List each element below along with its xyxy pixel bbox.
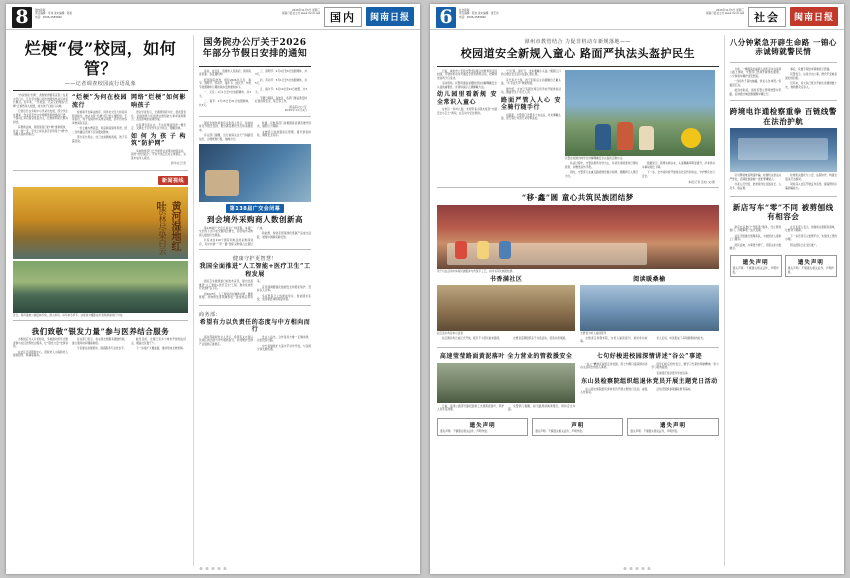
- business-kicker: 商务部：: [199, 311, 222, 318]
- right-column-divider: [724, 35, 725, 566]
- mid-feature-title: “移·鑫”圆 童心共筑民族团结梦: [521, 193, 634, 203]
- rail-notices: [730, 255, 837, 277]
- bottom-stories: [437, 353, 719, 414]
- r-meta-line-3: 电话：0596-2589890: [459, 15, 486, 19]
- mid-feature-photo: [437, 205, 719, 269]
- left-column-divider: [193, 35, 194, 566]
- photo-feature-tag: 新闻视线: [158, 176, 188, 185]
- rail-head-3: 新店写车“零”不同 被剪刨线有相容会: [732, 203, 834, 222]
- notice-5: [785, 255, 837, 277]
- r-meta-line-2: 责任编辑：陈岩 美术编辑：黄艺伟: [459, 12, 499, 16]
- notice-4: [730, 255, 782, 277]
- rail-body-1: 日前，一辆载着危重病人的私家车在高速公路上求助，交警部门迅速开辟绿色通道，八分钟将车辆护送至医院。 “当时孩子高烧抽搐，我们心急如焚。”家属回忆说。 接到求助后，值班民警立即驾驶警车带路，沿途通过喊话器提醒车辆让行。 事后，家属专程送来锦旗表示感谢。 民警表示，这是分内之事，群众平安就是最好的回报。 近年来，该大队已累计开辟生命通道数十次，救助群众百余人。: [729, 67, 837, 96]
- left-bottom-headline: 我们致敬“银发力量”参与医养结合服务: [31, 326, 170, 336]
- card-2-caption: 志愿者为老人诵读报刊: [580, 332, 607, 336]
- rail-head-2: 跨境电诈通检察重拳 百链线警在法治护航: [729, 107, 837, 126]
- photo-feature: [13, 176, 188, 317]
- notice-4-title: 遗失声明: [742, 260, 769, 266]
- bottom-story-2-title: 七句好梭进校园深情讲述“谷公”事迹: [596, 353, 703, 361]
- right-rail: [730, 35, 837, 566]
- health-headline: 我国全面推进“人工智能+医疗卫生”工程发展: [199, 263, 311, 278]
- notice-3: [627, 418, 718, 437]
- expo-tag: 第138届广交会闭幕: [226, 204, 284, 213]
- notice-date: 2025年11月4日: [284, 108, 307, 112]
- left-lead-column: [13, 35, 188, 566]
- bottom-story-1-title: 高速莹莹路面黄泥落叶 全力营业的管救援安全: [439, 353, 573, 361]
- rail-head-1: 八分钟紧急开辟生命路 一锦心赤诚铸就警民情: [729, 38, 837, 57]
- rail-photo: [730, 128, 837, 172]
- notice-3-title: 遗失声明: [659, 422, 686, 429]
- left-filler-text: 国家发展改革委有关负责人表示，将持续优化节假日安排，更好满足群众出行和消费需求。 有关部门提醒，出行前请关注天气和路况信息，合理规划行程，错峰出行。 铁路、民航等部门将根据客流情况增开班次，做好运力保障。 文旅部门将加强景区管理，提升游客体验，确保安全有序。: [199, 121, 311, 141]
- holiday-notice-body: 各省、自治区、直辖市人民政府，国务院各部委、各直属机构： 经国务院批准，现将2026年元旦、春节、清明节、劳动节、端午节、国庆节、中秋节放假调休日期的具体安排通知如下。 一、元旦：1月1日至3日放假调休，共3天。 二、春节：2月15日至21日放假调休，共7天。 三、清明节：4月4日至6日放假调休，共3天。 四、劳动节：5月1日至5日放假调休，共5天。 五、端午节：6月19日至21日放假，共3天。 节假日期间，各地区、各部门要妥善安排好值班和安全、保卫等工作。 国务院办公厅 2025年11月4日: [199, 69, 307, 112]
- right-lead-body-2: “红灯停、绿灯行，坐车要戴小头盔。”朗朗上口的儿歌让安全意识在童心里扎根。 家长李女士说，孩子回家后主动提醒自己戴头盔，“小手拉大手”效果明显。 据介绍，全市已有超过两百所学校开展类似活动，覆盖学生十余万人次。 路面严管入人心 安全骑行随手行 在路面，交警部门设置多个执法点，对未佩戴头盔、逆行等行为进行劝导和查处。: [501, 69, 561, 121]
- right-lead-photos: [565, 70, 715, 184]
- expo-body: 第138届广交会日前在广州闭幕。本届广交会线下出口成交额同比增长，到会境外采购商人数创历史新高。 共有来自219个国家和地区的采购商到会，其中共建“一带一路”国家采购商占比超过六成。 新能源、智能家居等绿色低碳产品成交活跃，展现中国制造新优势。: [199, 226, 311, 246]
- right-subhead-1: 幼儿园里看新规 安全常识入童心: [437, 91, 497, 106]
- expo-headline: 到会境外采购商人数创新高: [207, 215, 303, 225]
- left-lead-headline: 烂梗“侵”校园，如何管？: [24, 39, 177, 78]
- business-body: 商务部新闻发言人表示，希望有关方面以负责任的态度与中方相向而行，共同维护全球产业链供应链稳定。 发言人指出，合作是双方唯一正确选择，对抗没有出路。 中方将继续扩大高水平对外开放，与各国分享发展机遇。: [199, 335, 311, 352]
- mid-feature-caption: 孩子们在活动中体验民族服饰与传统手工艺，共同书写民族团结情。: [437, 269, 515, 273]
- bottom-story-2: 七句好梭进校园深情讲述“谷公”事迹 “谷公”精神宣讲团走进校园，用七句顺口溜深情讲述谷文昌同志的感人事迹。 同学们听后纷纷表示，要学习先辈的奉献精神，努力学习报效祖国。 宣讲团还将赴更多学校巡讲。 东山县检察院组织组退休党员开展主题党日活动 东山县检察院组织退休党员开展主题党日活动，重温入党誓词。 活动还组织参观廉政教育基地。: [580, 353, 719, 395]
- right-paper-logo: 闽南日报: [790, 7, 838, 26]
- bottom-story-1: 高速莹莹路面黄泥落叶 全力营业的管救援安全 日前，高速公路部分路段因施工出现黄泥落叶，养护人员连夜清理。 交警部门提醒，雨天路滑请减速慢行，保持安全车距。: [437, 353, 576, 412]
- two-cards: [437, 276, 719, 344]
- health-kicker: 健康守护更智慧！: [232, 256, 277, 263]
- notice-5-title: 遗失声明: [797, 260, 824, 266]
- left-masthead-date: [130, 7, 324, 16]
- rail-body-3: 新店社区推行“零距离”服务，设立便民窗口，办理事项一站式受理。 社区还组建志愿服务队，为独居老人提供上门服务。 居民反映，办事更方便了，邻里关系也更融洽。 社区负责人表示，将继续完善服务清单，让群众少跑腿。 下一步还将引入智慧平台，实现线上预约办理。 相关经验已在全区推广。: [729, 225, 837, 251]
- right-main-column: [437, 35, 719, 566]
- right-lead-byline: 本报记者 张晗 文/图: [688, 180, 715, 185]
- r-site-line: 闽南日报社主办 www.mnrb.net: [706, 12, 744, 16]
- rail-body-2: 针对跨境电信网络诈骗，检察机关依法从严惩处，近期批准逮捕一批犯罪嫌疑人。 办案人员介绍，此类案件往往链条长、人员多、取证难。 检察机关强化与公安、法院协作，构建全链条打击格局。 同时深入社区开展反诈宣传，提高群众识骗防骗能力。: [729, 174, 837, 190]
- right-topline: 漳州市教管结合 力促非机动车新规落地——: [524, 39, 632, 45]
- left-section-name: 国内: [324, 7, 362, 27]
- notice-org: 国务院办公厅: [288, 104, 307, 109]
- r-meta-line-1: 社会新闻: [459, 9, 470, 12]
- business-headline: 希望有力以负责任的态度与中方相向而行: [199, 318, 311, 334]
- left-page-dots: [200, 567, 227, 570]
- right-folio: 6: [436, 7, 456, 28]
- left-lead-subhead: ——记者调查校园流行语乱象: [64, 81, 137, 87]
- right-lead-body-3: 执法过程中，交警以教育劝导为主，对初次违规者进行现场教育，并赠送宣传手册。 同时，交警部门在重点路段增设提示标牌，提醒骑行人规范出行。 数据显示，新规实施以来，头盔佩戴率明显提升，涉非机动车事故同比下降。 下一步，全市将持续开展常态化宣传和执法，守护群众出行安全。: [565, 162, 715, 178]
- date-line: 2025年11月5日 星期三: [292, 9, 320, 12]
- lead-body-col-3: 网络“烂梗”如何影响孩子 语言学者表示，长期使用碎片化、低质量表达，会削弱青少年的语言组织能力和审美判断力，甚至影响价值观形成。 也有研究者认为，不必对网络用语一概否定，关键在于引导学生区分场合、理解边界。 如何为孩子构筑“防护网” 多地教育部门已开展语言文明进校园活动，倡导“好好说话”。平台方也应压实主体责任，完善未成年人模式。 新华社记者: [131, 94, 186, 165]
- left-folio: 8: [12, 7, 32, 28]
- right-page-dots: [624, 567, 651, 570]
- right-lead-body-1: 日前，漳州市公安局交警支队联合市教育局走进校园，开展非机动车交通安全宣传教育活动，把新规送到孩子们身边。 活动现场，民警用通俗易懂的语言讲解佩戴安全头盔的重要性，并现场演示正确佩戴方法。 幼儿园里看新规 安全常识入童心 在市区一所幼儿园，老师带着小朋友玩起“交通安全小卫士”游戏，在互动中记住规则。: [437, 69, 497, 115]
- right-subhead-2: 路面严管入人心 安全骑行随手行: [501, 96, 561, 112]
- left-masthead: [6, 4, 420, 30]
- lead-body-col-2: “烂梗”为何在校园流行 短视频平台算法推荐、同伴社交压力和家庭陪伴缺位，被认为是“烂梗”流行的主要原因。专家指出，孩子在模仿中获得认同感，而平台内容审核尚有盲区。 一些主播为博流量，刻意制造猎奇用语，经二次传播后迅速下沉到低龄群体。 部分家长坦言，自己也常刷短视频，孩子耳濡目染。: [72, 94, 127, 143]
- meta-line-2: 责任编辑：李伟 美术编辑：陈旭: [35, 12, 73, 16]
- left-subhead-3: 如何为孩子构筑“防护网”: [131, 132, 186, 147]
- left-masthead-meta: [35, 7, 130, 19]
- bottom-story-3-title: 东山县检察院组织组退休党员开展主题党日活动: [581, 378, 718, 386]
- left-paper-logo: 闽南日报: [366, 7, 414, 26]
- left-subhead-1: “烂梗”为何在校园流行: [72, 94, 127, 109]
- right-lead-headline: 校园道安全新规入童心 路面严执法头盔护民生: [460, 47, 695, 60]
- photo-feature-caption: 近日，黄河湿地公园层林尽染，游人如织。每年秋冬季节，这里成为摄影爱好者和游客的打卡地。: [13, 313, 125, 317]
- right-masthead: [430, 4, 844, 30]
- meta-line-3: 电话：0596-2589890: [35, 15, 62, 19]
- left-subhead-2: 网络“烂梗”如何影响孩子: [131, 94, 186, 109]
- notice-4-body: 遗失声明：不慎遗失相关证件，声明作废。: [732, 267, 779, 274]
- right-lead-top: [437, 70, 719, 184]
- card-2-photo: [580, 285, 718, 331]
- card-1-title: 书香满社区: [489, 275, 523, 283]
- left-bottom-body: 为积极应对人口老龄化，多地推动老年志愿者参与社区医养结合服务，让“银发力量”发挥余热。 在社区日间照料中心，低龄老人为高龄老人提供陪伴、助餐等服务。 有关部门表示，将完善志愿服务激励机制，建立服务时间储蓄制度。 专家建议加强培训，提高服务专业化水平。 截至目前，全国已有多个城市开展相关试点，覆盖社区数千个。 下一步将扩大覆盖面，推动形成长效机制。: [13, 338, 186, 358]
- card-1: 书香满社区 社区读书角迎来小读者 社区图书角日前正式开放，吸引不少居民前来借阅。 志愿者定期组织亲子共读活动，营造书香氛围。: [437, 276, 575, 344]
- left-second-column: [199, 35, 311, 566]
- photo-feature-subtitle: 层林尽染白云: [158, 206, 167, 255]
- right-page-body: [430, 30, 844, 571]
- left-lead-byline: 新华社记者: [170, 161, 186, 165]
- bottom-story-1-photo: [437, 363, 575, 403]
- notice-1: [437, 418, 528, 437]
- holiday-notice-headline: 国务院办公厅关于2026年部分节假日安排的通知: [202, 38, 308, 60]
- photo-feature-image-bottom: [13, 261, 188, 313]
- notice-1-title: 遗失声明: [469, 422, 496, 429]
- school-photo: [565, 70, 715, 156]
- lead-body-col-1: “你说我是‘烂梗’，我倒觉得挺有意思。”在某小学门口，几名学生脱口而出的网络热词引来家长侧目。近年来，一些低俗、无意义的网络“烂梗”正悄然进入校园，成为孩子们的口头禅。 记者近日在多地中小学采访发现，部分学生在课间、作业甚至作文中频繁使用网络流行语，个别词汇带有谐音低俗含义，让教师和家长颇为担忧。 有教师反映，班级里流行的“梗”更新极快，往往一周一变，学生之间以是否会用某个“梗”作为融入集体的标志。: [13, 94, 68, 136]
- expo-photo: [199, 144, 311, 202]
- right-masthead-meta: [459, 7, 554, 19]
- right-masthead-date: [554, 7, 748, 16]
- notice-5-body: 遗失声明：不慎遗失相关证件，声明作废。: [787, 267, 835, 274]
- notice-1-body: 遗失声明：不慎遗失相关证件，声明作废。: [440, 429, 490, 433]
- meta-line-1: 国内新闻: [35, 9, 46, 12]
- notice-2-title: 声明: [571, 422, 585, 429]
- site-line: 闽南日报社主办 www.mnrb.net: [282, 12, 320, 16]
- photo-feature-image-top: [13, 187, 188, 259]
- left-page-body: [6, 30, 420, 571]
- left-lead-text-wrap: [13, 94, 188, 166]
- health-body: 国家卫生健康委日前发布意见，提出全面推进“人工智能+医疗卫生”工程，推动优质医疗资源扩容下沉。 到2027年，人工智能将在辅助诊断、健康管理、药物研发等领域形成一批成熟应用场景。 意见强调要强化数据安全和隐私保护，坚持以人为本。 多家医院已上线智能导诊、智能随访系统，患者就医体验明显改善。: [199, 280, 311, 302]
- school-photo-caption: 民警在校园内向学生讲解佩戴安全头盔的正确方法。: [565, 156, 625, 160]
- card-1-photo: [437, 285, 575, 331]
- photo-feature-title: 黄河湿地红叶: [154, 200, 180, 251]
- notice-2: [532, 418, 623, 437]
- notice-2-body: 遗失声明：不慎遗失相关证件，声明作废。: [535, 429, 585, 433]
- card-2-title: 阅读暖桑榆: [633, 275, 666, 283]
- right-page: [430, 4, 844, 574]
- notice-3-body: 遗失声明：不慎遗失相关证件，声明作废。: [630, 429, 680, 433]
- notice-strip: [437, 418, 719, 437]
- r-date-line: 2025年11月5日 星期三: [716, 9, 744, 12]
- card-1-caption: 社区读书角迎来小读者: [437, 332, 463, 336]
- mid-feature: [437, 193, 719, 273]
- right-section-name: 社会: [748, 7, 786, 27]
- left-page: [6, 4, 420, 574]
- card-2: 阅读暖桑榆 志愿者为老人诵读报刊 志愿者走进敬老院，为老人诵读报刊、讲述身边故事。 老人们说，听读报成了每周最期待的时光。: [580, 276, 718, 344]
